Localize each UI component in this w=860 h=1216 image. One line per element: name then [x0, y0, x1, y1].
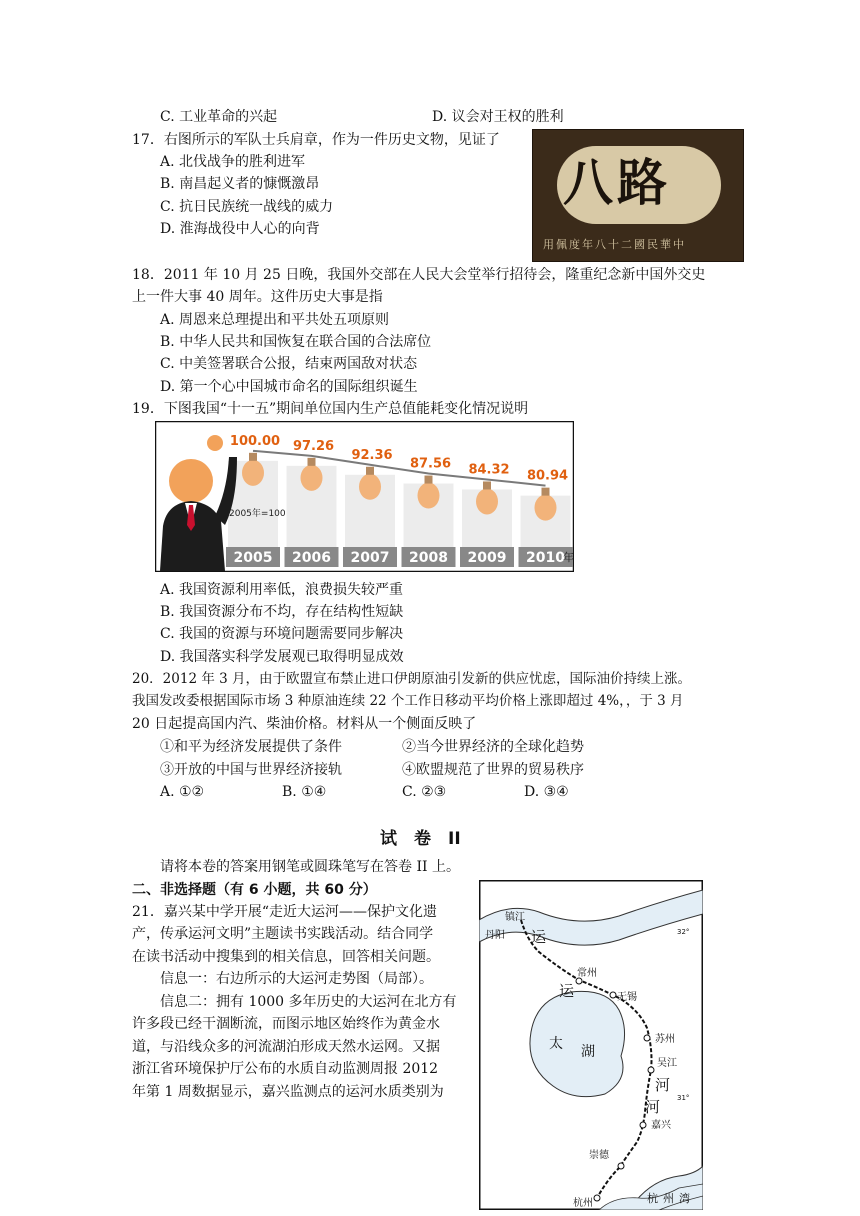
lightbulb-point: [359, 474, 381, 500]
q18-option-a: A. 周恩来总理提出和平共处五项原则: [160, 312, 390, 328]
x-tick-label: 2010: [526, 550, 565, 566]
q17-stem: 17．右图所示的军队士兵肩章，作为一件历史文物，见证了: [132, 132, 500, 148]
lightbulb-neck: [483, 481, 491, 489]
q21-line5: 信息二：拥有 1000 多年历史的大运河在北方有: [160, 994, 457, 1010]
q21-line1: 21．嘉兴某中学开展“走近大运河——保护文化遗: [132, 904, 437, 920]
label-taihu-1: 太: [549, 1036, 563, 1052]
q18-option-b: B. 中华人民共和国恢复在联合国的合法席位: [160, 334, 432, 350]
q19-option-b: B. 我国资源分布不均，存在结构性短缺: [160, 604, 404, 620]
data-label: 92.36: [351, 447, 393, 463]
label-bay-1: 杭: [647, 1192, 658, 1205]
city-dot-suzhou: [644, 1035, 650, 1041]
label-changzhou: 常州: [577, 968, 597, 979]
figure-head: [169, 459, 213, 503]
q17-option-a: A. 北伐战争的胜利进军: [160, 154, 306, 170]
x-tick-label: 2007: [350, 550, 390, 566]
q17-option-c: C. 抗日民族统一战线的威力: [160, 199, 334, 215]
label-lat-32: 32°: [677, 928, 690, 936]
q20-option-c: C. ②③: [402, 784, 447, 800]
q20-item-1: ①和平为经济发展提供了条件: [160, 739, 342, 755]
q17-option-d: D. 淮海战役中人心的向背: [160, 221, 320, 237]
label-jiaxing: 嘉兴: [651, 1120, 671, 1131]
chart-annotation: 2005年=100: [229, 509, 286, 519]
q21-line6: 许多段已经干涸断流，而图示地区始终作为黄金水: [132, 1016, 440, 1032]
q19-option-c: C. 我国的资源与环境问题需要同步解决: [160, 626, 404, 642]
q21-line4: 信息一：右边所示的大运河走势图（局部）。: [160, 971, 433, 987]
label-bay-2: 州: [663, 1192, 674, 1205]
label-canal-4: 河: [645, 1098, 661, 1116]
q20-item-4: ④欧盟规范了世界的贸易秩序: [402, 762, 584, 778]
city-dot-jiaxing: [640, 1122, 646, 1128]
label-bay-3: 湾: [679, 1192, 690, 1205]
lightbulb-point: [301, 465, 323, 491]
label-zhenjiang: 镇江: [505, 912, 525, 923]
badge-bottom-text: 中華民國二十八年度佩用: [543, 238, 686, 251]
grand-canal-map: [479, 880, 703, 1210]
data-label: 87.56: [409, 456, 452, 472]
badge-characters: 八路: [563, 153, 671, 212]
label-canal-2: 运: [559, 982, 575, 1000]
label-lat-31: 31°: [677, 1094, 690, 1102]
q20-option-b: B. ①④: [282, 784, 327, 800]
lightbulb-neck: [249, 453, 257, 461]
q21-line2: 产，传承运河文明”主题读书实践活动。结合同学: [132, 926, 434, 942]
lightbulb-point: [418, 483, 440, 509]
q20-stem-line3: 20 日起提高国内汽、柴油价格。材料从一个侧面反映了: [132, 716, 477, 732]
q20-item-3: ③开放的中国与世界经济接轨: [160, 762, 342, 778]
label-danyang: 丹阳: [485, 930, 505, 941]
q20-option-a: A. ①②: [160, 784, 205, 800]
city-dot-wuxi: [610, 992, 616, 998]
data-label: 97.26: [292, 438, 335, 454]
q21-line8: 浙江省环境保护厅公布的水质自动监测周报 2012: [132, 1061, 439, 1077]
label-hangzhou: 杭州: [573, 1198, 593, 1209]
data-label: 100.00: [229, 433, 281, 449]
x-tick-label: 2009: [467, 550, 507, 566]
lightbulb-neck: [425, 476, 433, 484]
lightbulb-point: [476, 488, 498, 514]
x-tick-label: 2008: [409, 550, 448, 566]
q20-item-2: ②当今世界经济的全球化趋势: [402, 739, 584, 755]
x-tick-label: 2005: [233, 550, 273, 566]
data-label: 84.32: [468, 462, 510, 478]
label-taihu-2: 湖: [581, 1044, 595, 1060]
city-dot-wujiang: [648, 1067, 654, 1073]
chart-x-unit: 年: [563, 551, 574, 564]
q20-stem-line2: 我国发改委根据国际市场 3 种原油连续 22 个工作日移动平均价格上涨即超过 4%，，于 3 月: [132, 693, 684, 709]
lightbulb-neck: [308, 458, 316, 466]
section-title: 试 卷 II: [380, 829, 461, 849]
q21-line7: 道，与沿线众多的河流湖泊形成天然水运网。又据: [132, 1039, 440, 1055]
section-instruction: 请将本卷的答案用钢笔或圆珠笔写在答卷 II 上。: [160, 859, 460, 875]
x-tick-label: 2006: [292, 550, 331, 566]
q18-stem-line1: 18．2011 年 10 月 25 日晚，我国外交部在人民大会堂举行招待会，隆重纪念新中国外交史: [132, 267, 706, 283]
label-wuxi: 无锡: [617, 992, 637, 1003]
label-suzhou: 苏州: [655, 1034, 675, 1045]
q16-option-c: C. 工业革命的兴起: [160, 109, 278, 125]
label-canal-1: 运: [531, 928, 547, 946]
q19-stem: 19．下图我国“十一五”期间单位国内生产总值能耗变化情况说明: [132, 401, 529, 417]
q18-stem-line2: 上一件大事 40 周年。这件历史大事是指: [132, 289, 383, 305]
city-dot-hangzhou: [594, 1195, 600, 1201]
label-canal-3: 河: [655, 1076, 671, 1094]
q20-option-d: D. ③④: [524, 784, 569, 800]
q18-option-c: C. 中美签署联合公报，结束两国敌对状态: [160, 356, 418, 372]
label-chongde: 崇德: [589, 1150, 609, 1161]
label-wujiang: 吴江: [657, 1058, 677, 1069]
part2-heading: 二、非选择题（有 6 小题，共 60 分）: [132, 882, 377, 898]
q16-option-d: D. 议会对王权的胜利: [432, 109, 564, 125]
q21-line9: 年第 1 周数据显示，嘉兴监测点的运河水质类别为: [132, 1084, 444, 1100]
data-label: 80.94: [526, 468, 569, 484]
q17-option-b: B. 南昌起义者的慷慨激昂: [160, 176, 320, 192]
q19-option-d: D. 我国落实科学发展观已取得明显成效: [160, 649, 404, 665]
figure-hand: [207, 435, 223, 451]
lightbulb-neck: [366, 467, 374, 475]
shoulder-badge-image: [532, 129, 744, 262]
q21-line3: 在读书活动中搜集到的相关信息，回答相关问题。: [132, 949, 440, 965]
q18-option-d: D. 第一个心中国城市命名的国际组织诞生: [160, 379, 418, 395]
lightbulb-neck: [542, 488, 550, 496]
energy-consumption-chart: [155, 421, 574, 572]
q19-option-a: A. 我国资源利用率低，浪费损失较严重: [160, 582, 404, 598]
lightbulb-point: [535, 495, 557, 521]
lightbulb-point: [242, 460, 264, 486]
city-dot-chongde: [618, 1163, 624, 1169]
q20-stem-line1: 20．2012 年 3 月，由于欧盟宣布禁止进口伊朗原油引发新的供应忧虑，国际油价持续上涨。: [132, 671, 691, 687]
